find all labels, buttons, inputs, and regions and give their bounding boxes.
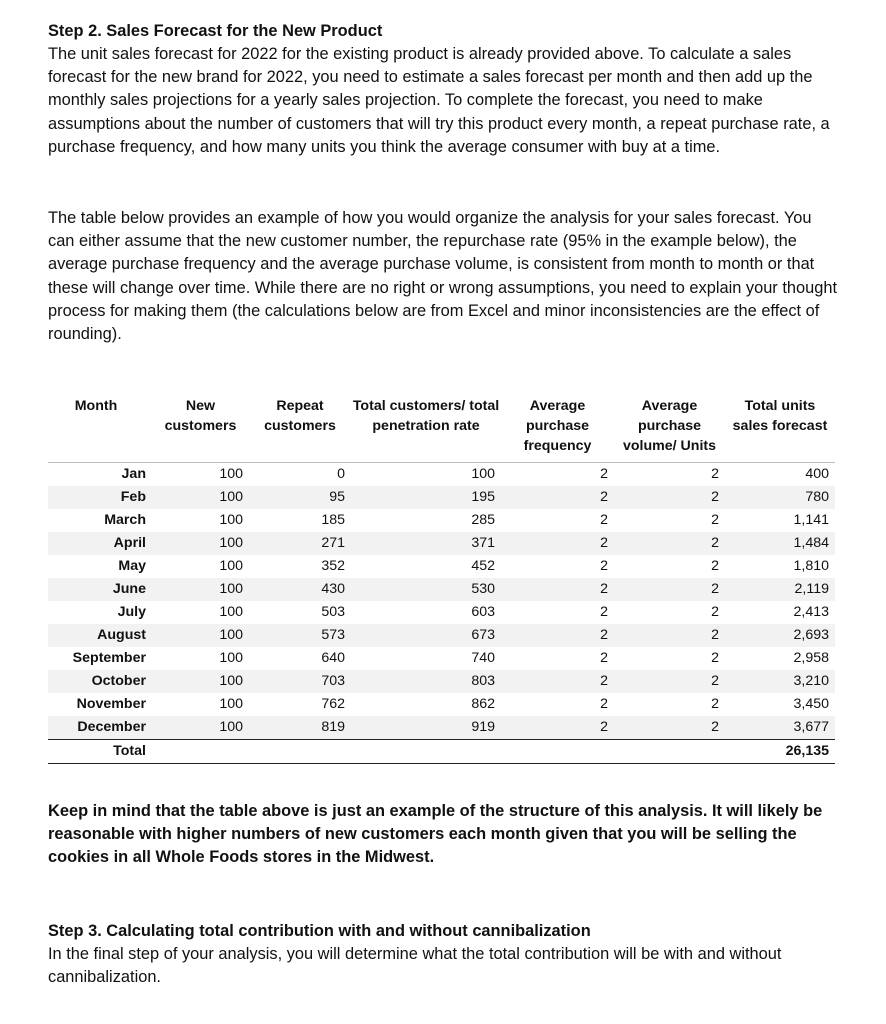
cell-month: Jan bbox=[121, 466, 146, 482]
header-total-customers: Total customers/ total penetration rate bbox=[351, 396, 501, 463]
cell-total-customers: 919 bbox=[351, 716, 501, 740]
step3-heading: Step 3. Calculating total contribution with and without cannibalization bbox=[48, 922, 591, 940]
cell-avg-frequency: 2 bbox=[600, 466, 608, 482]
cell-new-customers: 100 bbox=[219, 604, 243, 620]
cell-total-customers: 195 bbox=[351, 486, 501, 509]
cell-total-units: 3,210 bbox=[725, 670, 835, 693]
cell-total-units: 3,677 bbox=[725, 716, 835, 740]
step2-heading: Step 2. Sales Forecast for the New Product bbox=[48, 22, 383, 40]
cell-total-customers: 740 bbox=[471, 650, 495, 666]
table-header-row bbox=[48, 396, 835, 463]
cell-new-customers: 100 bbox=[152, 532, 249, 555]
cell-total-units: 2,413 bbox=[793, 604, 829, 620]
cell-month: March bbox=[104, 512, 146, 528]
step2-intro-paragraph: The unit sales forecast for 2022 for the existing product is already provided above. To calculate a sales forecast for the new brand for 2022, you need to estimate a sales forecast per month and then add up the monthly sales projections for a yearly sales projection. To complete the forecast, you need to make assumptions about the number of customers that will try this product every month, a repeat purchase rate, a purchase frequency, and how many units you think the average consumer with buy at a time. bbox=[48, 45, 830, 156]
cell-avg-volume: 2 bbox=[711, 512, 719, 528]
sales-forecast-table bbox=[48, 396, 835, 764]
cell-avg-volume: 2 bbox=[711, 696, 719, 712]
cell-total-units: 2,958 bbox=[793, 650, 829, 666]
total-cell-empty bbox=[351, 740, 501, 764]
total-cell-empty bbox=[614, 740, 725, 764]
step2-table-intro-paragraph: The table below provides an example of how you would organize the analysis for your sales forecast. You can either assume that the new customer number, the repurchase rate (95% in the example below), the average purchase frequency and the average purchase volume, is consistent from month to month or that these will change over time. While there are no right or wrong assumptions, you need to explain your thought process for making them (the calculations below are from Excel and minor inconsistencies are the effect of rounding). bbox=[48, 209, 838, 344]
cell-repeat-customers: 0 bbox=[337, 466, 345, 482]
cell-total-customers: 452 bbox=[471, 558, 495, 574]
total-cell-empty bbox=[501, 740, 614, 764]
cell-total-customers: 530 bbox=[351, 578, 501, 601]
cell-month: Feb bbox=[48, 486, 152, 509]
table-row bbox=[48, 555, 835, 578]
table-row bbox=[48, 509, 835, 532]
cell-avg-volume: 2 bbox=[711, 466, 719, 482]
cell-new-customers: 100 bbox=[152, 578, 249, 601]
cell-total-units: 780 bbox=[725, 486, 835, 509]
cell-avg-frequency: 2 bbox=[600, 696, 608, 712]
cell-month: June bbox=[48, 578, 152, 601]
cell-avg-volume: 2 bbox=[711, 558, 719, 574]
cell-avg-frequency: 2 bbox=[501, 578, 614, 601]
table-row bbox=[48, 601, 835, 624]
table-row bbox=[48, 624, 835, 647]
cell-new-customers: 100 bbox=[152, 716, 249, 740]
cell-total-customers: 673 bbox=[351, 624, 501, 647]
header-total-units: Total units sales forecast bbox=[725, 396, 835, 463]
cell-avg-volume: 2 bbox=[614, 578, 725, 601]
cell-avg-volume: 2 bbox=[614, 670, 725, 693]
cell-avg-frequency: 2 bbox=[501, 670, 614, 693]
table-row bbox=[48, 693, 835, 716]
cell-new-customers: 100 bbox=[219, 650, 243, 666]
cell-new-customers: 100 bbox=[152, 486, 249, 509]
cell-month: December bbox=[48, 716, 152, 740]
cell-repeat-customers: 185 bbox=[321, 512, 345, 528]
cell-new-customers: 100 bbox=[219, 558, 243, 574]
cell-total-customers: 803 bbox=[351, 670, 501, 693]
cell-month: April bbox=[48, 532, 152, 555]
total-units-value: 26,135 bbox=[725, 740, 835, 764]
cell-month: October bbox=[48, 670, 152, 693]
header-avg-volume: Average purchase volume/ Units bbox=[614, 396, 725, 463]
table-row bbox=[48, 578, 835, 601]
cell-repeat-customers: 352 bbox=[321, 558, 345, 574]
cell-total-customers: 100 bbox=[471, 466, 495, 482]
cell-month: August bbox=[48, 624, 152, 647]
cell-new-customers: 100 bbox=[152, 670, 249, 693]
table-row bbox=[48, 670, 835, 693]
cell-avg-frequency: 2 bbox=[600, 650, 608, 666]
cell-repeat-customers: 573 bbox=[249, 624, 351, 647]
cell-month: November bbox=[76, 696, 146, 712]
cell-new-customers: 100 bbox=[219, 696, 243, 712]
cell-avg-frequency: 2 bbox=[501, 486, 614, 509]
cell-avg-volume: 2 bbox=[614, 624, 725, 647]
step3-body-paragraph: In the final step of your analysis, you will determine what the total contribution will be with and without cannibalization. bbox=[48, 945, 782, 987]
total-cell-empty bbox=[152, 740, 249, 764]
cell-avg-volume: 2 bbox=[614, 532, 725, 555]
cell-avg-volume: 2 bbox=[711, 650, 719, 666]
table-row bbox=[48, 532, 835, 555]
cell-total-customers: 862 bbox=[471, 696, 495, 712]
cell-new-customers: 100 bbox=[152, 624, 249, 647]
cell-avg-frequency: 2 bbox=[600, 558, 608, 574]
table-row bbox=[48, 716, 835, 740]
cell-avg-frequency: 2 bbox=[600, 604, 608, 620]
cell-avg-frequency: 2 bbox=[600, 512, 608, 528]
cell-repeat-customers: 819 bbox=[249, 716, 351, 740]
cell-repeat-customers: 95 bbox=[249, 486, 351, 509]
header-new-customers: New customers bbox=[152, 396, 249, 463]
cell-total-customers: 285 bbox=[471, 512, 495, 528]
cell-total-units: 2,693 bbox=[725, 624, 835, 647]
cell-total-customers: 371 bbox=[351, 532, 501, 555]
cell-repeat-customers: 430 bbox=[249, 578, 351, 601]
total-cell-empty bbox=[249, 740, 351, 764]
cell-total-units: 400 bbox=[805, 466, 829, 482]
cell-avg-volume: 2 bbox=[711, 604, 719, 620]
total-row bbox=[48, 740, 835, 764]
cell-avg-volume: 2 bbox=[614, 486, 725, 509]
cell-month: July bbox=[117, 604, 146, 620]
cell-month: September bbox=[72, 650, 146, 666]
cell-repeat-customers: 703 bbox=[249, 670, 351, 693]
table-row bbox=[48, 463, 835, 487]
cell-total-units: 1,484 bbox=[725, 532, 835, 555]
table-row bbox=[48, 486, 835, 509]
cell-new-customers: 100 bbox=[219, 466, 243, 482]
cell-repeat-customers: 271 bbox=[249, 532, 351, 555]
cell-total-units: 3,450 bbox=[793, 696, 829, 712]
cell-repeat-customers: 762 bbox=[321, 696, 345, 712]
cell-avg-frequency: 2 bbox=[501, 532, 614, 555]
cell-total-units: 1,141 bbox=[793, 512, 829, 528]
table-row bbox=[48, 647, 835, 670]
step2-note-paragraph: Keep in mind that the table above is just an example of the structure of this analysis. It will likely be reasonable with higher numbers of new customers each month given that you will be selling the cookies in all Whole Foods stores in the Midwest. bbox=[48, 802, 823, 867]
cell-avg-volume: 2 bbox=[614, 716, 725, 740]
total-label: Total bbox=[48, 740, 152, 764]
header-month: Month bbox=[48, 396, 152, 463]
header-avg-frequency: Average purchase frequency bbox=[501, 396, 614, 463]
cell-avg-frequency: 2 bbox=[501, 624, 614, 647]
header-repeat-customers: Repeat customers bbox=[249, 396, 351, 463]
cell-repeat-customers: 503 bbox=[321, 604, 345, 620]
cell-total-customers: 603 bbox=[471, 604, 495, 620]
cell-total-units: 2,119 bbox=[725, 578, 835, 601]
cell-repeat-customers: 640 bbox=[321, 650, 345, 666]
cell-total-units: 1,810 bbox=[793, 558, 829, 574]
cell-new-customers: 100 bbox=[219, 512, 243, 528]
cell-avg-frequency: 2 bbox=[501, 716, 614, 740]
cell-month: May bbox=[118, 558, 146, 574]
